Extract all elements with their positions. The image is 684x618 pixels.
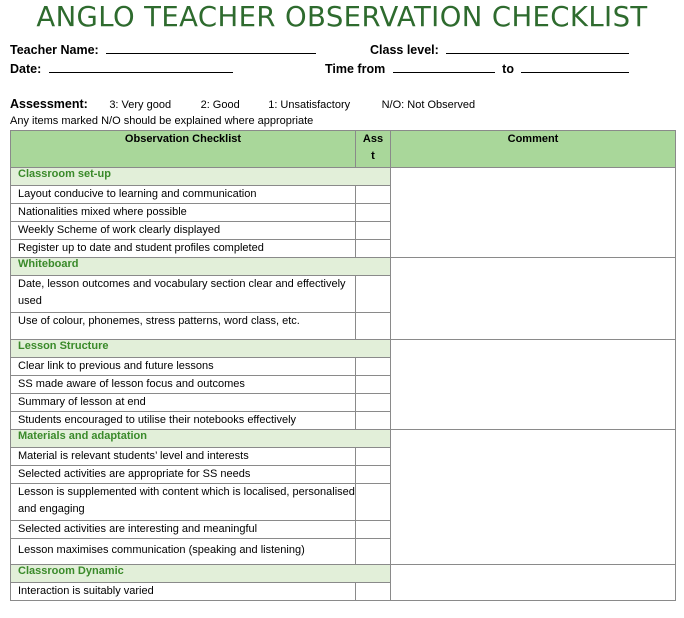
checklist-item: Weekly Scheme of work clearly displayed [11,222,356,240]
comment-cell[interactable] [391,565,676,601]
assessment-note: Any items marked N/O should be explained where appropriate [10,115,314,127]
assessment-cell[interactable] [356,240,391,258]
class-level-label: Class level: [370,43,439,57]
checklist-item: Students encouraged to utilise their notebooks effectively [11,412,356,430]
table-header-row [11,131,676,168]
checklist-item: SS made aware of lesson focus and outcomes [11,376,356,394]
checklist-item: Summary of lesson at end [11,394,356,412]
observation-checklist-table [10,130,676,601]
teacher-name-label: Teacher Name: [10,43,99,57]
assessment-option: 3: Very good [109,99,172,111]
assessment-option: 2: Good [200,99,240,111]
checklist-item: Selected activities are interesting and meaningful [11,521,356,539]
class-level-field[interactable] [370,42,629,57]
checklist-item: Use of colour, phonemes, stress patterns, word class, etc. [11,313,356,340]
assessment-cell[interactable] [356,313,391,340]
time-field[interactable] [325,61,629,76]
section-row [11,168,676,186]
assessment-option: 1: Unsatisfactory [268,99,351,111]
date-field[interactable] [10,61,233,76]
time-from-label: Time from [325,62,386,76]
checklist-item: Register up to date and student profiles completed [11,240,356,258]
time-to-label: to [502,62,514,76]
header-assessment-line1: Ass [362,133,384,145]
header-assessment-line2: t [371,150,375,162]
section-row [11,340,676,358]
assessment-cell[interactable] [356,276,391,313]
comment-cell[interactable] [391,430,676,565]
header-comment: Comment [391,131,676,168]
date-line [49,61,233,73]
checklist-item: Lesson maximises communication (speaking and listening) [11,539,356,565]
assessment-cell[interactable] [356,466,391,484]
assessment-cell[interactable] [356,583,391,601]
checklist-item: Nationalities mixed where possible [11,204,356,222]
assessment-cell[interactable] [356,186,391,204]
section-row [11,258,676,276]
section-title: Classroom Dynamic [11,565,391,583]
section-title: Whiteboard [11,258,391,276]
assessment-cell[interactable] [356,358,391,376]
checklist-item: Lesson is supplemented with content which is localised, personalised and engaging [11,484,356,521]
header-checklist: Observation Checklist [11,131,356,168]
assessment-cell[interactable] [356,521,391,539]
assessment-option: N/O: Not Observed [381,99,476,111]
assessment-cell[interactable] [356,484,391,521]
assessment-cell[interactable] [356,204,391,222]
checklist-item: Date, lesson outcomes and vocabulary section clear and effectively used [11,276,356,313]
teacher-name-line [106,42,316,54]
date-label: Date: [10,62,42,76]
checklist-item: Layout conducive to learning and communication [11,186,356,204]
assessment-cell[interactable] [356,222,391,240]
assessment-cell[interactable] [356,448,391,466]
comment-cell[interactable] [391,168,676,258]
section-title: Materials and adaptation [11,430,391,448]
comment-cell[interactable] [391,340,676,430]
time-from-line [393,61,495,73]
assessment-legend [10,97,475,111]
class-level-line [446,42,629,54]
section-title: Lesson Structure [11,340,391,358]
assessment-label: Assessment: [10,97,88,111]
header-assessment [356,131,391,168]
checklist-item: Interaction is suitably varied [11,583,356,601]
assessment-cell[interactable] [356,376,391,394]
section-title: Classroom set-up [11,168,391,186]
checklist-item: Material is relevant students’ level and interests [11,448,356,466]
section-row [11,430,676,448]
checklist-item: Clear link to previous and future lessons [11,358,356,376]
time-to-line [521,61,629,73]
checklist-item: Selected activities are appropriate for SS needs [11,466,356,484]
assessment-cell[interactable] [356,394,391,412]
comment-cell[interactable] [391,258,676,340]
section-row [11,565,676,583]
page-title: ANGLO TEACHER OBSERVATION CHECKLIST [36,1,648,33]
assessment-cell[interactable] [356,539,391,565]
teacher-name-field[interactable] [10,42,316,57]
assessment-cell[interactable] [356,412,391,430]
